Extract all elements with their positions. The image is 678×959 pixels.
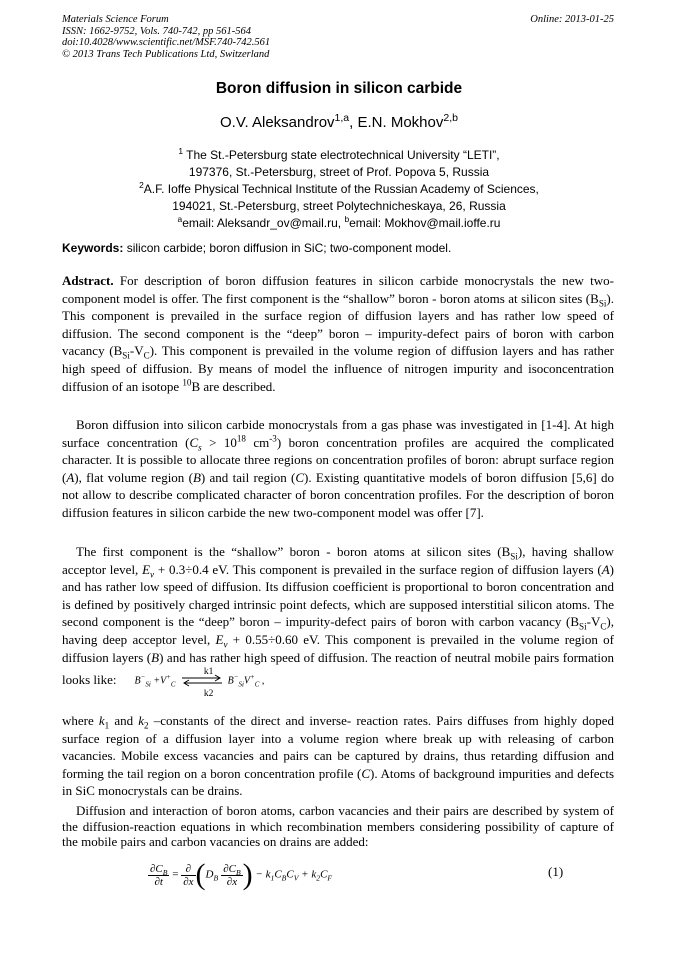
reaction-lhs-v-sup: + (166, 673, 171, 682)
p1-text-1: Boron diffusion into silicon carbide monocrystals from a gas phase was investigated in [1-4]. At high surface concentration ( (62, 417, 614, 450)
aff2-sup: 2 (139, 180, 144, 190)
aff1-sup: 1 (178, 146, 184, 156)
affiliation-1-line-2: 197376, St.-Petersburg, street of Prof. Popova 5, Russia (188, 165, 490, 179)
author-2: E.N. Mokhov (357, 114, 444, 131)
eq-db: D (205, 868, 214, 881)
reaction-rhs-b: B (227, 675, 234, 687)
p2-text-5: -V (586, 614, 601, 630)
reaction-lhs-v-sub: C (170, 680, 176, 689)
p2-text-4: ) and has rather low speed of diffusion. Its diffusion coefficient is proportional to boron concentration and is defined by positively charged intrinsic point defects, which are supposed interstitial silicon atoms. The second component is the “deep” boron – impurity-defect pairs of boron with carbon vacancy (B (62, 561, 614, 630)
p1-region-a: A (66, 469, 75, 485)
email-b: email: Mokhov@mail.ioffe.ru (349, 216, 501, 230)
abstract-sub-1: Si (598, 298, 607, 309)
affiliation-1-line-1 (0, 147, 678, 164)
p1-text-4: ) boron concentration profiles are acquired the complicated character. It is possible to allocate three regions on concentration profiles of boron: abrupt surface region ( (62, 434, 614, 485)
p1-text-7: ). Existing quantitative models of boron diffusion [5,6] do not allow to describe complicated character of boron concentration profiles. For the description of boron diffusion features in silicon carbide the new two-component model was offer [7]. (62, 469, 615, 520)
journal-header (62, 14, 270, 60)
p1-text-6: ) and tail region ( (200, 469, 296, 485)
eq-tail-2: C (274, 868, 282, 881)
p2-ev-sub: v (150, 569, 155, 580)
p3-k1-sub: 1 (104, 720, 110, 731)
paragraph-1 (62, 416, 614, 522)
abstract-sub-3: C (143, 350, 150, 361)
aff2-line1-text: A.F. Ioffe Physical Technical Institute of the Russian Academy of Sciences, (143, 182, 539, 196)
email-a: email: Aleksandr_ov@mail.ru, (182, 216, 345, 230)
eq-lhs-den: ∂t (154, 875, 163, 888)
p1-region-c: C (295, 469, 305, 485)
paragraph-4: Diffusion and interaction of boron atoms, carbon vacancies and their pairs are described by system of the diffusion-reaction equations in which recombination members considering possibility of capture of the mobile pairs and carbon vacancies on drains are added: (62, 803, 614, 850)
p3-k1: k (98, 713, 105, 728)
eq-db-sub: B (213, 873, 219, 883)
abstract-sub-2: Si (122, 350, 130, 361)
journal-name: Materials Science Forum (62, 14, 169, 25)
email-line (0, 215, 678, 232)
p3-text-2: and (109, 713, 139, 728)
eq-in-num-sub: B (235, 867, 241, 877)
email-a-sup: a (177, 214, 183, 224)
eq-tail-3-sub: V (293, 873, 299, 883)
reaction-lhs-b-sub: Si (145, 680, 151, 689)
p1-cs-sub: s (198, 442, 202, 453)
p1-exp18: 18 (236, 433, 246, 444)
equation-number: (1) (548, 864, 564, 879)
affiliation-2-line-2: 194021, St.-Petersburg, street Polytechnicheskaya, 26, Russia (172, 199, 506, 213)
reaction-k2: k2 (203, 689, 214, 700)
author-2-sup: 2,b (443, 112, 458, 124)
eq-d-den: ∂x (183, 875, 194, 888)
copyright-line: © 2013 Trans Tech Publications Ltd, Switzerland (62, 48, 270, 60)
eq-tail-3: C (286, 868, 294, 881)
eq-right-paren: ) (242, 858, 253, 891)
eq-tail-4: + k (298, 868, 317, 881)
eq-left-paren: ( (195, 858, 206, 891)
eq-equals: = (169, 868, 182, 881)
p2-region-a: A (601, 561, 610, 577)
reaction-rhs-v: V (243, 675, 250, 687)
p2-region-b: B (151, 649, 160, 665)
p1-cs: C (189, 434, 199, 450)
p3-text-1: where (62, 713, 99, 728)
paragraph-3 (62, 712, 614, 800)
p3-region-c: C (361, 765, 371, 781)
keywords-text: silicon carbide; boron diffusion in SiC; two-component model. (123, 241, 452, 255)
doi-line: doi:10.4028/www.scientific.net/MSF.740-742.561 (62, 37, 271, 48)
reaction-rhs-v-sup: + (250, 673, 255, 682)
eq-tail-1-sub: 1 (270, 873, 275, 883)
eq-lhs-num-sub: B (162, 867, 168, 877)
p2-text-3: + 0.3÷0.4 eV. This component is prevailed in the surface region of diffusion layers ( (154, 561, 602, 577)
equilibrium-arrows (180, 666, 224, 700)
p1-region-b: B (192, 469, 201, 485)
abstract-text-2: ). This component is prevailed in the surface region of diffusion layers and has rather low speed of diffusion. The second component is the “deep” boron – impurity-defect pairs of boron with carbon vacancy (B (62, 290, 614, 359)
p3-text-3: –constants of the direct and inverse- reaction rates. Pairs diffuses from highly doped surface region of a diffusion layer into a volume region where break up with releasing of carbon vacancies. Mobile excess vacancies and pairs can be captured by drains, thus retarding diffusion and forming the tail region on a boron concentration profile ( (62, 713, 614, 781)
abstract-sup-10: 10 (182, 377, 192, 388)
author-separator: , (349, 114, 358, 131)
abstract-paragraph (62, 272, 614, 395)
abstract-text-5: B are described. (191, 378, 276, 394)
p2-sub-1: Si (510, 551, 518, 562)
aff1-line1-text: The St.-Petersburg state electrotechnical University “LETI”, (183, 148, 500, 162)
eq-in-num: ∂C (223, 862, 236, 875)
reaction-k1: k1 (203, 667, 214, 678)
reaction-lhs-v: V (160, 675, 167, 687)
paper-title: Boron diffusion in silicon carbide (215, 80, 463, 97)
eq-inner-fraction (221, 863, 242, 888)
author-1-sup: 1,a (334, 112, 350, 124)
reaction-rhs-b-sup: − (233, 673, 239, 682)
equation-1 (148, 858, 332, 892)
eq-tail-2-sub: B (281, 873, 287, 883)
p2-ev: E (142, 561, 151, 577)
eq-tail-5-sub: F (327, 873, 333, 883)
eq-tail-1: − k (252, 868, 271, 881)
reaction-plus: + (150, 675, 161, 687)
paragraph-2 (62, 543, 614, 700)
abstract-text-1: For description of boron diffusion features in silicon carbide monocrystals the new two-component model is offer. The first component is the “shallow” boron - boron atoms at silicon sites (B (62, 273, 614, 306)
eq-lhs-num: ∂C (150, 862, 163, 875)
p2-ev2-sub: v (223, 639, 228, 650)
email-b-sup: b (344, 214, 350, 224)
reaction-comma: , (259, 675, 265, 687)
p2-sub-2: Si (579, 621, 587, 632)
keywords-line (62, 241, 618, 255)
abstract-text-3: -V (129, 343, 144, 359)
eq-d-num: ∂ (181, 863, 195, 876)
eq-lhs-fraction (148, 863, 169, 888)
p2-text-7: + 0.55÷0.60 eV. This component is prevailed in the volume region of diffusion layers ( (62, 631, 614, 665)
abstract-label: Adstract. (62, 273, 114, 288)
affiliation-2-line-1 (0, 181, 678, 198)
eq-tail-5: C (320, 868, 328, 881)
author-1: O.V. Aleksandrov (220, 114, 335, 131)
p3-k2-sub: 2 (144, 720, 149, 731)
reaction-rhs-b-sub: Si (238, 680, 244, 689)
reaction-rhs-v-sub: C (254, 680, 260, 689)
p1-text-2: > 10 (201, 434, 237, 450)
p2-text-8: ) and has rather high speed of diffusion. The reaction of neutral mobile pairs formation looks like: (62, 649, 614, 688)
eq-d-fraction (181, 863, 195, 888)
author-line (0, 114, 678, 131)
p2-sub-3: C (600, 621, 607, 632)
p2-text-2: ), having shallow acceptor level, (62, 544, 614, 577)
keywords-label: Keywords: (62, 241, 124, 255)
reaction-lhs-b: B (134, 675, 141, 687)
online-date: Online: 2013-01-25 (530, 14, 614, 25)
reaction-formula (121, 666, 265, 700)
abstract-text-4: ). This component is prevailed in the volume region of diffusion layers and has rather high speed of diffusion. By means of model the influence of nitrogen impurity and isoconcentration diffusion of an isotope (62, 343, 614, 394)
p2-ev2: E (215, 631, 224, 647)
p1-exp-m3: -3 (269, 433, 277, 444)
eq-tail-4-sub: 2 (316, 873, 321, 883)
p1-text-5: ), flat volume region ( (74, 469, 193, 485)
p1-text-3: cm (245, 434, 270, 450)
issn-line: ISSN: 1662-9752, Vols. 740-742, pp 561-564 (62, 25, 251, 37)
p2-text-6: ), having deep acceptor level, (62, 614, 614, 647)
p3-text-4: ). Atoms of background impurities and defects in SiC monocrystals can be drains. (62, 765, 615, 799)
p3-k2: k (138, 713, 145, 728)
eq-in-den: ∂x (226, 875, 238, 888)
p2-text-1: The first component is the “shallow” boron - boron atoms at silicon sites (B (76, 544, 511, 559)
reaction-lhs-b-sup: − (140, 673, 146, 682)
